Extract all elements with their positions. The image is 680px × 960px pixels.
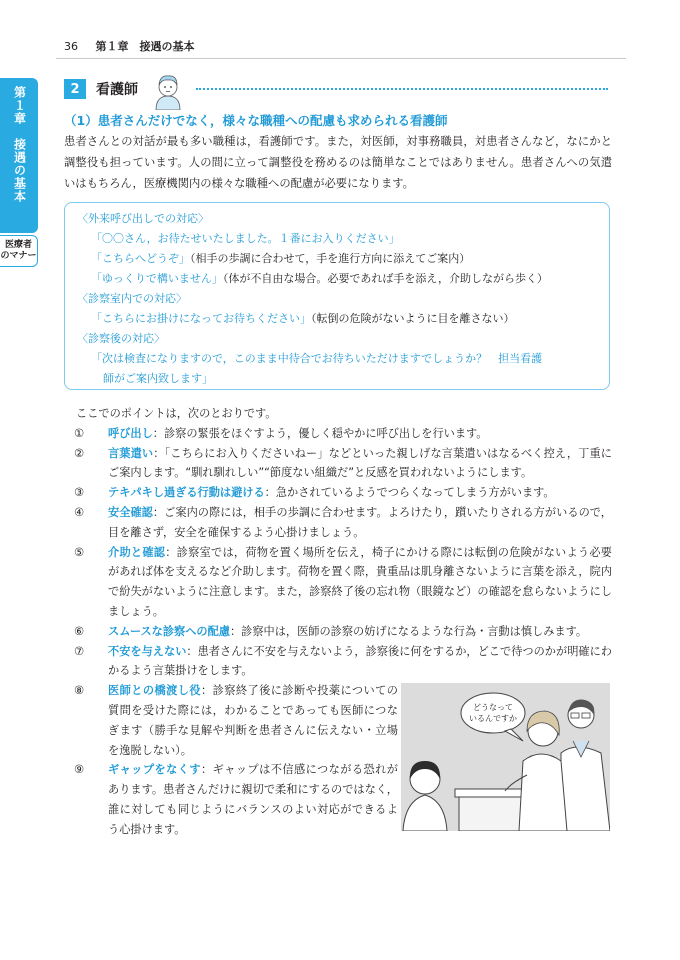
point-keyword: テキパキし過ぎる行動は避ける	[108, 486, 265, 500]
phrase-note: （転倒の危険がないように目を離さない）	[311, 312, 515, 325]
section-side-tab-line2: のマナー	[0, 251, 37, 261]
point-number: ⑤	[74, 545, 85, 559]
example-phrases-box	[64, 202, 610, 390]
point-number: ①	[74, 426, 85, 440]
point-text: ：診察終了後に診断や投薬についての質問を受けた際には，わかることであっても医師につなぎます（勝手な見解や判断を患者さんに伝えない・立場を逸脱しない）。	[108, 684, 398, 757]
nurse-icon	[148, 70, 188, 110]
phrase-quote: 「こちらにお掛けになってお待ちください」	[91, 312, 311, 325]
section-side-tab	[0, 235, 38, 267]
points-intro: ここでのポイントは，次のとおりです。	[76, 407, 277, 420]
phrase-quote: 「次は検査になりますので，このまま中待合でお待ちいただけますでしょうか？ 担当看護	[91, 352, 543, 365]
section-number-badge: 2	[64, 79, 86, 99]
point-keyword: 安全確認	[108, 505, 153, 519]
chapter-side-tab-label: 第１章 接遇の基本	[12, 86, 27, 203]
point-keyword: 不安を与えない	[108, 644, 187, 658]
point-keyword: ギャップをなくす	[108, 763, 202, 777]
point-number: ⑥	[74, 624, 85, 638]
point-keyword: 介助と確認	[108, 545, 166, 559]
point-keyword: 言葉遣い	[108, 446, 154, 460]
point-number: ⑧	[74, 684, 85, 698]
point-number: ⑦	[74, 644, 85, 658]
point-keyword: 医師との橋渡し役	[108, 684, 202, 698]
section-heading	[64, 79, 138, 99]
point-item	[64, 622, 612, 642]
speech-bubble-line1: どうなって	[473, 703, 513, 712]
phrase-quote: 「ゆっくりで構いません」	[91, 272, 223, 285]
chapter-title: 第１章 接遇の基本	[95, 40, 195, 53]
point-item	[64, 424, 612, 444]
point-item	[64, 642, 612, 682]
box-heading-exam-room: 〈診察室内での対応〉	[77, 292, 187, 305]
box-phrase-continued: 師がご案内致します」	[103, 372, 213, 385]
box-phrase	[77, 249, 601, 269]
point-text: ：診察の緊張をほぐすよう，優しく穏やかに呼び出しを行います。	[152, 426, 488, 440]
point-text: ：ご案内の際には，相手の歩調に合わせます。よろけたり，躓いたりされる方がいるので，目を離さず，安全を確保するよう心掛けましょう。	[108, 505, 612, 539]
box-heading-outpatient: 〈外来呼び出しでの対応〉	[77, 212, 209, 225]
point-text: ：「こちらにお入りくださいねー」などといった親しげな言葉遣いはなるべく控え，丁重にご案内します。“馴れ馴れしい”“節度ない組織だ”と反感を買われないようにします。	[108, 446, 612, 480]
phrase-quote: 「〇〇さん，お待たせいたしました。１番にお入りください」	[91, 232, 400, 245]
phrase-note: （相手の歩調に合わせて，手を進行方向に添えてご案内）	[190, 252, 471, 265]
box-phrase	[77, 349, 601, 369]
box-phrase	[77, 229, 601, 249]
point-text: ：ギャップは不信感につながる恐れがあります。患者さんだけに親切で柔和にするのではなく，誰に対しても同じようにバランスのよい対応ができるよう心掛けます。	[108, 763, 398, 836]
point-item	[64, 543, 612, 622]
point-text: ：患者さんに不安を与えないよう，診察後に何をするか，どこで待つのかが明確にわかるよう言葉掛けをします。	[108, 644, 612, 678]
page-number: 36	[64, 40, 78, 53]
point-item	[64, 483, 612, 503]
point-text: ：診察室では，荷物を置く場所を伝え，椅子にかける際には転倒の危険がないよう必要があれば体を支えるなど介助します。荷物を置く際，貴重品は肌身離さないように言葉を添え，院内で紛失がないように注意します。また，診察終了後の忘れ物（眼鏡など）の確認を怠らないようにしましょう。	[108, 545, 612, 618]
point-keyword: スムースな診察への配慮	[108, 624, 230, 638]
point-number: ④	[74, 505, 85, 519]
chapter-side-tab	[0, 78, 38, 233]
point-number: ⑨	[74, 763, 85, 777]
point-keyword: 呼び出し	[108, 426, 153, 440]
intro-paragraph: 患者さんとの対話が最も多い職種は，看護師です。また，対医師，対事務職員，対患者さんなど，なにかと調整役も担っています。人の間に立って調整役を務めるのは簡単なことではありません。患者さんへの気遣いはもちろん，医療機関内の様々な職種への配慮が必要になります。	[64, 135, 612, 190]
point-text: ：診察中は，医師の診察の妨げになるような行為・言動は慎しみます。	[229, 624, 588, 638]
nurse-patient-illustration	[401, 683, 610, 831]
section-title: 看護師	[96, 82, 138, 98]
running-header	[64, 38, 195, 54]
point-item	[64, 503, 612, 543]
phrase-note: （体が不自由な場合。必要であれば手を添え，介助しながら歩く）	[222, 272, 549, 285]
section-side-tab-line1: 医療者	[4, 240, 32, 250]
header-rule	[56, 58, 626, 59]
point-item	[64, 444, 612, 484]
speech-bubble-line2: いるんですか	[469, 714, 517, 723]
heading-dotted-rule	[196, 88, 608, 90]
point-number: ③	[74, 486, 85, 500]
box-phrase	[77, 309, 601, 329]
box-phrase	[77, 269, 601, 289]
subsection-title: （1）患者さんだけでなく，様々な職種への配慮も求められる看護師	[64, 113, 448, 128]
point-number: ②	[74, 446, 85, 460]
box-heading-after-exam: 〈診察後の対応〉	[77, 332, 165, 345]
point-text: ：急かされているようでつらくなってしまう方がいます。	[264, 486, 555, 500]
phrase-quote: 「こちらへどうぞ」	[91, 252, 190, 265]
